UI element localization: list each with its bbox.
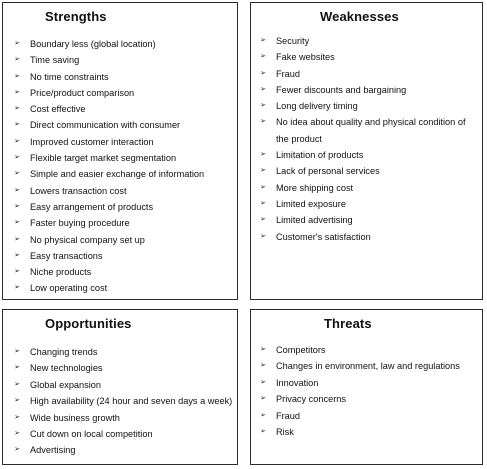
- arrow-bullet-icon: ➢: [260, 411, 266, 419]
- list-item: [258, 375, 480, 391]
- arrow-bullet-icon: ➢: [14, 105, 20, 113]
- list-item-text: Innovation: [276, 377, 319, 388]
- weaknesses-title: Weaknesses: [320, 9, 399, 24]
- arrow-bullet-icon: ➢: [14, 268, 20, 276]
- list-item: [12, 150, 236, 166]
- arrow-bullet-icon: ➢: [14, 364, 20, 372]
- arrow-bullet-icon: ➢: [14, 235, 20, 243]
- list-item-text: Easy arrangement of products: [30, 201, 154, 212]
- strengths-title: Strengths: [45, 9, 107, 24]
- arrow-bullet-icon: ➢: [14, 170, 20, 178]
- list-item-text: Fake websites: [276, 52, 335, 63]
- list-item: [258, 49, 480, 65]
- arrow-bullet-icon: ➢: [14, 380, 20, 388]
- list-item: [12, 377, 236, 393]
- list-item: [12, 52, 236, 68]
- list-item-text: Niche products: [30, 267, 92, 278]
- weaknesses-list: [258, 33, 480, 245]
- arrow-bullet-icon: ➢: [260, 151, 266, 159]
- arrow-bullet-icon: ➢: [14, 121, 20, 129]
- list-item: [12, 166, 236, 182]
- arrow-bullet-icon: ➢: [260, 167, 266, 175]
- weaknesses-quadrant: [250, 2, 483, 300]
- list-item: [12, 199, 236, 215]
- arrow-bullet-icon: ➢: [260, 362, 266, 370]
- list-item: [258, 66, 480, 82]
- list-item-text: High availability (24 hour and seven days a week): [30, 396, 233, 407]
- arrow-bullet-icon: ➢: [260, 199, 266, 207]
- list-item-text: Privacy concerns: [276, 394, 346, 405]
- list-item: [12, 232, 236, 248]
- list-item-text: Easy transactions: [30, 250, 103, 261]
- arrow-bullet-icon: ➢: [260, 53, 266, 61]
- list-item: [258, 180, 480, 196]
- arrow-bullet-icon: ➢: [14, 137, 20, 145]
- list-item-text: Fraud: [276, 410, 301, 421]
- list-item: [258, 342, 480, 358]
- list-item: [258, 147, 480, 163]
- list-item-text: Fraud: [276, 68, 301, 79]
- arrow-bullet-icon: ➢: [260, 102, 266, 110]
- arrow-bullet-icon: ➢: [260, 85, 266, 93]
- list-item-text: Risk: [276, 427, 294, 438]
- list-item-text: Improved customer interaction: [30, 136, 154, 147]
- arrow-bullet-icon: ➢: [14, 348, 20, 355]
- list-item: [12, 117, 236, 133]
- list-item-text: Changes in environment, law and regulations: [276, 361, 460, 372]
- list-item-text: Changing trends: [30, 347, 98, 357]
- arrow-bullet-icon: ➢: [260, 232, 266, 240]
- list-item-text: Advertising: [30, 445, 76, 456]
- arrow-bullet-icon: ➢: [260, 378, 266, 386]
- list-item: [12, 426, 236, 442]
- list-item-text: Customer's satisfaction: [276, 231, 371, 242]
- list-item-text: Wide business growth: [30, 412, 120, 423]
- list-item: [12, 393, 236, 409]
- strengths-quadrant: [2, 2, 238, 300]
- arrow-bullet-icon: ➢: [260, 37, 266, 44]
- opportunities-list: [12, 344, 236, 459]
- arrow-bullet-icon: ➢: [260, 69, 266, 77]
- arrow-bullet-icon: ➢: [14, 446, 20, 454]
- list-item-text: Flexible target market segmentation: [30, 153, 177, 164]
- list-item: [12, 264, 236, 280]
- arrow-bullet-icon: ➢: [14, 40, 20, 47]
- arrow-bullet-icon: ➢: [14, 430, 20, 438]
- list-item: [258, 98, 480, 114]
- arrow-bullet-icon: ➢: [260, 395, 266, 403]
- list-item-text: Direct communication with consumer: [30, 120, 181, 131]
- list-item-text: No time constraints: [30, 71, 109, 82]
- arrow-bullet-icon: ➢: [14, 413, 20, 421]
- arrow-bullet-icon: ➢: [260, 118, 266, 126]
- arrow-bullet-icon: ➢: [260, 183, 266, 191]
- list-item-text: Price/product comparison: [30, 87, 135, 98]
- list-item-text: Security: [276, 36, 310, 46]
- list-item-text: Low operating cost: [30, 283, 108, 294]
- list-item-text: No physical company set up: [30, 234, 145, 245]
- list-item-text: Time saving: [30, 55, 80, 66]
- list-item: [12, 69, 236, 85]
- list-item: [12, 248, 236, 264]
- list-item: [258, 196, 480, 212]
- list-item: [258, 424, 480, 440]
- list-item: [12, 183, 236, 199]
- list-item: [258, 163, 480, 179]
- list-item: [258, 212, 480, 228]
- list-item-text: Limited exposure: [276, 198, 346, 209]
- list-item-text: More shipping cost: [276, 182, 354, 193]
- list-item-text: Lowers transaction cost: [30, 185, 127, 196]
- arrow-bullet-icon: ➢: [14, 186, 20, 194]
- list-item-text: New technologies: [30, 363, 103, 374]
- list-item-text: Limited advertising: [276, 215, 353, 226]
- arrow-bullet-icon: ➢: [14, 202, 20, 210]
- arrow-bullet-icon: ➢: [14, 284, 20, 292]
- list-item: [12, 344, 236, 360]
- list-item: [258, 391, 480, 407]
- arrow-bullet-icon: ➢: [14, 72, 20, 80]
- threats-quadrant: [250, 309, 483, 465]
- threats-list: [258, 342, 480, 440]
- list-item: [12, 134, 236, 150]
- list-item-text: Global expansion: [30, 379, 101, 390]
- list-item-text: Cut down on local competition: [30, 429, 153, 440]
- list-item: [258, 33, 480, 49]
- arrow-bullet-icon: ➢: [14, 56, 20, 64]
- list-item: [12, 101, 236, 117]
- list-item-text: No idea about quality and physical condition of the product: [276, 117, 466, 144]
- arrow-bullet-icon: ➢: [14, 219, 20, 227]
- opportunities-title: Opportunities: [45, 316, 132, 331]
- list-item-text: Long delivery timing: [276, 101, 358, 112]
- list-item: [12, 215, 236, 231]
- list-item: [12, 442, 236, 458]
- arrow-bullet-icon: ➢: [260, 428, 266, 436]
- opportunities-quadrant: [2, 309, 238, 465]
- list-item-text: Fewer discounts and bargaining: [276, 84, 407, 95]
- list-item: [258, 114, 480, 147]
- arrow-bullet-icon: ➢: [14, 154, 20, 162]
- strengths-list: [12, 36, 236, 297]
- list-item: [12, 36, 236, 52]
- list-item: [258, 358, 480, 374]
- list-item-text: Competitors: [276, 345, 326, 355]
- list-item: [258, 408, 480, 424]
- list-item: [258, 82, 480, 98]
- arrow-bullet-icon: ➢: [14, 88, 20, 96]
- list-item: [12, 85, 236, 101]
- list-item: [12, 410, 236, 426]
- arrow-bullet-icon: ➢: [14, 397, 20, 405]
- arrow-bullet-icon: ➢: [260, 216, 266, 224]
- list-item-text: Cost effective: [30, 104, 86, 115]
- arrow-bullet-icon: ➢: [14, 251, 20, 259]
- list-item: [258, 229, 480, 245]
- list-item-text: Limitation of products: [276, 150, 364, 161]
- list-item-text: Lack of personal services: [276, 166, 380, 177]
- threats-title: Threats: [324, 316, 372, 331]
- arrow-bullet-icon: ➢: [260, 346, 266, 353]
- list-item-text: Simple and easier exchange of information: [30, 169, 205, 180]
- list-item: [12, 360, 236, 376]
- list-item: [12, 280, 236, 296]
- list-item-text: Faster buying procedure: [30, 218, 130, 229]
- list-item-text: Boundary less (global location): [30, 39, 156, 49]
